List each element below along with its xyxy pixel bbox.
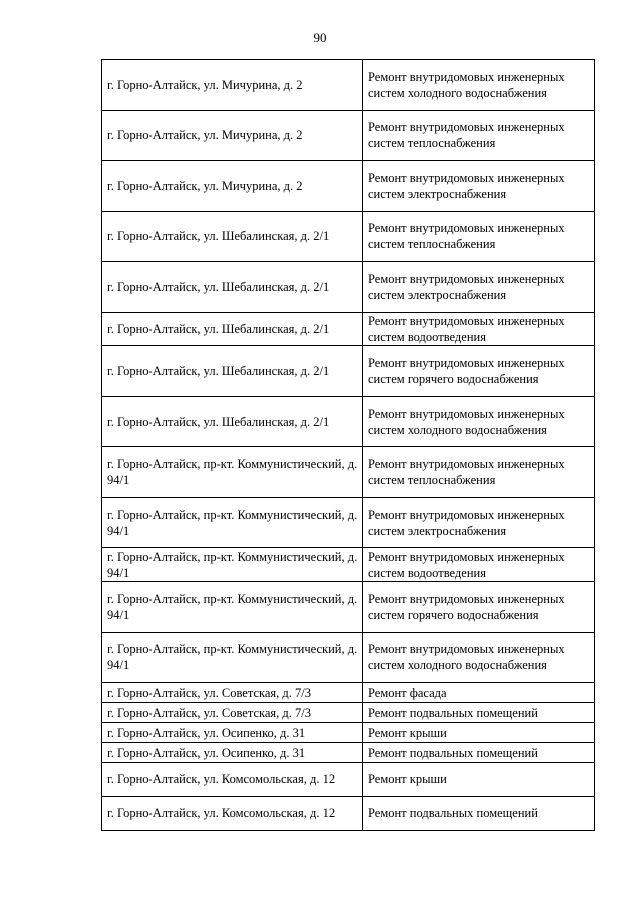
table-row <box>102 262 595 313</box>
work-type-cell: Ремонт внутридомовых инженерных систем теплоснабжения <box>363 211 595 262</box>
repair-works-table <box>101 59 595 831</box>
work-type-cell: Ремонт внутридомовых инженерных систем электроснабжения <box>363 161 595 212</box>
work-type-cell: Ремонт внутридомовых инженерных систем горячего водоснабжения <box>363 582 595 633</box>
work-type-cell: Ремонт внутридомовых инженерных систем горячего водоснабжения <box>363 346 595 397</box>
work-type-cell: Ремонт внутридомовых инженерных систем электроснабжения <box>363 497 595 548</box>
table-row <box>102 703 595 723</box>
address-cell: г. Горно-Алтайск, ул. Шебалинская, д. 2/1 <box>102 346 363 397</box>
work-type-cell: Ремонт внутридомовых инженерных систем теплоснабжения <box>363 447 595 498</box>
page-number: 90 <box>313 30 327 45</box>
work-type-cell: Ремонт подвальных помещений <box>363 743 595 763</box>
table-row <box>102 396 595 447</box>
table-row <box>102 743 595 763</box>
address-cell: г. Горно-Алтайск, ул. Советская, д. 7/3 <box>102 703 363 723</box>
work-type-cell: Ремонт подвальных помещений <box>363 796 595 830</box>
table-row <box>102 497 595 548</box>
address-cell: г. Горно-Алтайск, ул. Шебалинская, д. 2/1 <box>102 396 363 447</box>
table-row <box>102 683 595 703</box>
address-cell: г. Горно-Алтайск, пр-кт. Коммунистический, д. 94/1 <box>102 497 363 548</box>
work-type-cell: Ремонт крыши <box>363 723 595 743</box>
work-type-cell: Ремонт внутридомовых инженерных систем водоотведения <box>363 548 595 582</box>
table-row <box>102 60 595 111</box>
address-cell: г. Горно-Алтайск, ул. Осипенко, д. 31 <box>102 723 363 743</box>
address-cell: г. Горно-Алтайск, ул. Комсомольская, д. 12 <box>102 763 363 797</box>
table-row <box>102 161 595 212</box>
table-row <box>102 548 595 582</box>
work-type-cell: Ремонт крыши <box>363 763 595 797</box>
address-cell: г. Горно-Алтайск, пр-кт. Коммунистический, д. 94/1 <box>102 632 363 683</box>
address-cell: г. Горно-Алтайск, ул. Мичурина, д. 2 <box>102 110 363 161</box>
address-cell: г. Горно-Алтайск, пр-кт. Коммунистический, д. 94/1 <box>102 447 363 498</box>
table-row <box>102 211 595 262</box>
work-type-cell: Ремонт подвальных помещений <box>363 703 595 723</box>
table-row <box>102 312 595 346</box>
table-row <box>102 110 595 161</box>
work-type-cell: Ремонт фасада <box>363 683 595 703</box>
table-row <box>102 796 595 830</box>
address-cell: г. Горно-Алтайск, ул. Мичурина, д. 2 <box>102 161 363 212</box>
address-cell: г. Горно-Алтайск, ул. Комсомольская, д. 12 <box>102 796 363 830</box>
work-type-cell: Ремонт внутридомовых инженерных систем холодного водоснабжения <box>363 60 595 111</box>
work-type-cell: Ремонт внутридомовых инженерных систем электроснабжения <box>363 262 595 313</box>
table-row <box>102 447 595 498</box>
address-cell: г. Горно-Алтайск, ул. Мичурина, д. 2 <box>102 60 363 111</box>
address-cell: г. Горно-Алтайск, пр-кт. Коммунистический, д. 94/1 <box>102 548 363 582</box>
table-row <box>102 723 595 743</box>
work-type-cell: Ремонт внутридомовых инженерных систем холодного водоснабжения <box>363 396 595 447</box>
table-row <box>102 632 595 683</box>
table-row <box>102 763 595 797</box>
work-type-cell: Ремонт внутридомовых инженерных систем холодного водоснабжения <box>363 632 595 683</box>
address-cell: г. Горно-Алтайск, ул. Осипенко, д. 31 <box>102 743 363 763</box>
address-cell: г. Горно-Алтайск, ул. Шебалинская, д. 2/1 <box>102 211 363 262</box>
work-type-cell: Ремонт внутридомовых инженерных систем теплоснабжения <box>363 110 595 161</box>
address-cell: г. Горно-Алтайск, ул. Советская, д. 7/3 <box>102 683 363 703</box>
work-type-cell: Ремонт внутридомовых инженерных систем водоотведения <box>363 312 595 346</box>
table-row <box>102 346 595 397</box>
address-cell: г. Горно-Алтайск, пр-кт. Коммунистический, д. 94/1 <box>102 582 363 633</box>
table-row <box>102 582 595 633</box>
address-cell: г. Горно-Алтайск, ул. Шебалинская, д. 2/1 <box>102 262 363 313</box>
address-cell: г. Горно-Алтайск, ул. Шебалинская, д. 2/1 <box>102 312 363 346</box>
